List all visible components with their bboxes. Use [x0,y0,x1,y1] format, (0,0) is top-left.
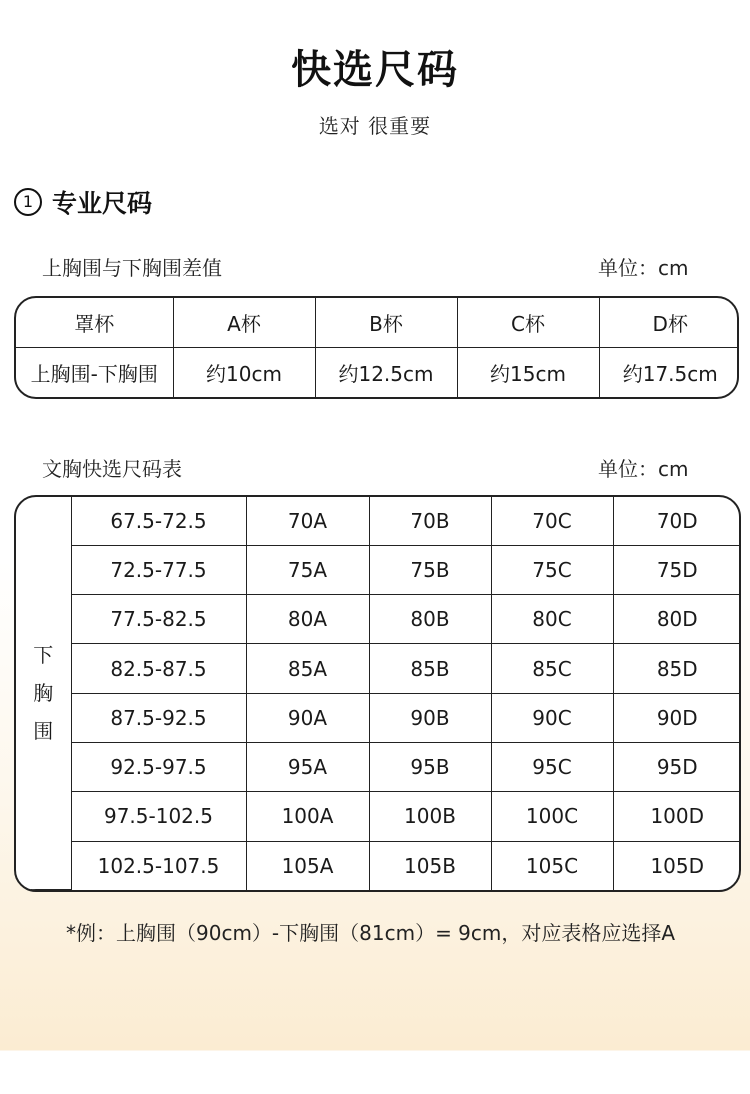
size-cell: 85D [613,644,741,693]
size-cell: 85A [246,644,369,693]
range-cell: 92.5-97.5 [71,743,246,792]
table-cell: 约10cm [173,348,315,398]
table-row [16,792,741,841]
size-cell: 85B [369,644,491,693]
size-cell: 95A [246,743,369,792]
cup-difference-table [14,296,739,399]
size-cell: 75D [613,545,741,594]
table-cell: 约17.5cm [599,348,739,398]
size-cell: 95C [491,743,613,792]
size-cell: 75A [246,545,369,594]
diff-table-unit: 单位：cm [598,256,689,280]
section-number: 1 [14,188,42,216]
table-header-cell: A杯 [173,298,315,348]
range-cell: 82.5-87.5 [71,644,246,693]
size-cell: 100D [613,792,741,841]
table-row [16,545,741,594]
size-cell: 100C [491,792,613,841]
size-cell: 90A [246,693,369,742]
range-cell: 97.5-102.5 [71,792,246,841]
size-cell: 100B [369,792,491,841]
table-row [16,644,741,693]
size-table-caption: 文胸快选尺码表 [42,457,182,481]
side-label-char: 下 [33,643,54,667]
size-cell: 85C [491,644,613,693]
size-cell: 70C [491,497,613,545]
size-cell: 80D [613,595,741,644]
table-header-row [16,298,739,348]
size-cell: 105C [491,841,613,889]
size-cell: 105D [613,841,741,889]
example-note: *例：上胸围（90cm）-下胸围（81cm）= 9cm，对应表格应选择A [66,921,676,945]
size-cell: 95D [613,743,741,792]
range-cell: 67.5-72.5 [71,497,246,545]
size-cell: 90B [369,693,491,742]
table-row [16,497,741,545]
size-table-unit: 单位：cm [598,457,689,481]
side-label-char: 围 [33,719,54,743]
size-cell: 105A [246,841,369,889]
range-cell: 102.5-107.5 [71,841,246,889]
size-cell: 80B [369,595,491,644]
section-heading [14,184,152,220]
underbust-side-label [16,497,71,890]
table-header-cell: B杯 [315,298,457,348]
size-cell: 75C [491,545,613,594]
size-cell: 90C [491,693,613,742]
table-row [16,595,741,644]
size-cell: 105B [369,841,491,889]
range-cell: 72.5-77.5 [71,545,246,594]
bra-size-table [14,495,741,892]
size-cell: 95B [369,743,491,792]
table-cell: 上胸围-下胸围 [16,348,173,398]
table-row [16,693,741,742]
table-header-cell: D杯 [599,298,739,348]
size-cell: 80A [246,595,369,644]
side-label-char: 胸 [33,681,54,705]
size-cell: 70A [246,497,369,545]
size-cell: 70B [369,497,491,545]
table-header-cell: 罩杯 [16,298,173,348]
size-cell: 75B [369,545,491,594]
size-cell: 100A [246,792,369,841]
section-label: 专业尺码 [52,189,153,218]
table-row [16,743,741,792]
size-cell: 70D [613,497,741,545]
range-cell: 77.5-82.5 [71,595,246,644]
table-row [16,841,741,889]
table-row [16,348,739,398]
table-cell: 约12.5cm [315,348,457,398]
range-cell: 87.5-92.5 [71,693,246,742]
table-cell: 约15cm [457,348,599,398]
size-cell: 80C [491,595,613,644]
page-title: 快选尺码 [291,47,459,93]
table-header-cell: C杯 [457,298,599,348]
page-subtitle: 选对 很重要 [318,114,432,138]
diff-table-caption: 上胸围与下胸围差值 [42,256,222,280]
size-cell: 90D [613,693,741,742]
